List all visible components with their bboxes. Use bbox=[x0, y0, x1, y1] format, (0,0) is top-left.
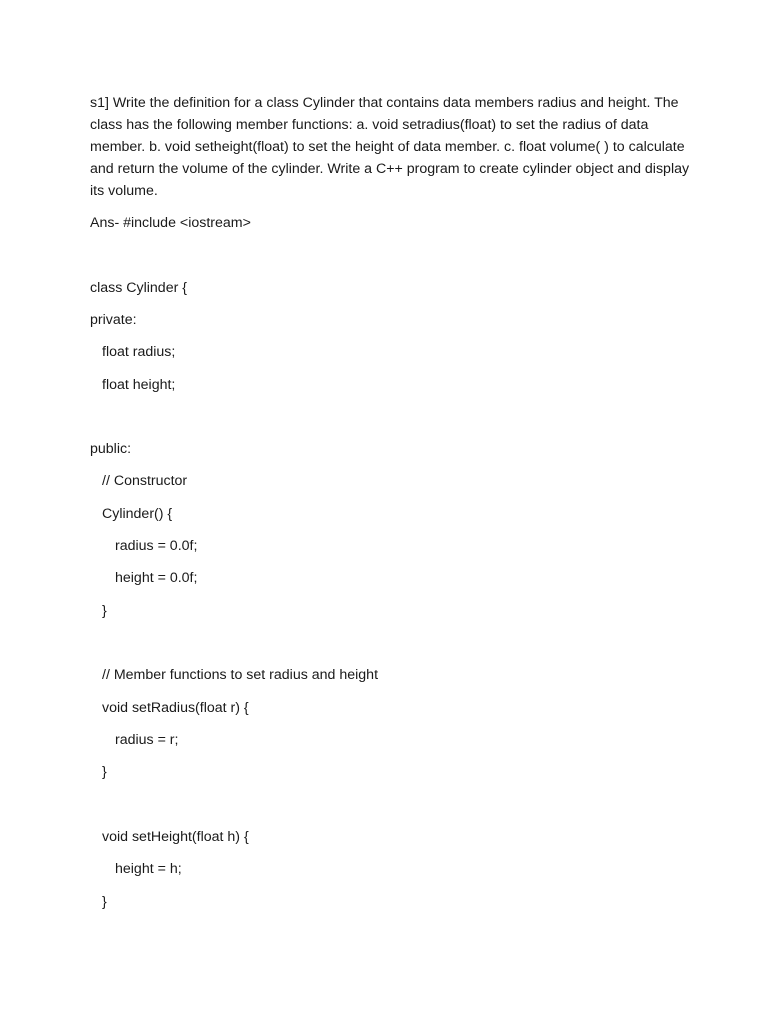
answer-intro: Ans- #include <iostream> bbox=[90, 215, 251, 231]
code-setradius-body: radius = r; bbox=[115, 732, 179, 748]
code-member-height: float height; bbox=[102, 377, 176, 393]
code-constructor-open: Cylinder() { bbox=[102, 506, 173, 522]
code-init-height: height = 0.0f; bbox=[115, 570, 198, 586]
code-setheight-open: void setHeight(float h) { bbox=[102, 829, 249, 845]
question-text: s1] Write the definition for a class Cylinder that contains data members radius and height. The class has the following member functions: a. void setradius(float) to set the radius of data member. b. void setheight(float) to set the height of data member. c. float volume( ) to calculate and return the volume of the cylinder. Write a C++ program to create cylinder object and display its volume. bbox=[90, 95, 690, 199]
code-comment-constructor: // Constructor bbox=[102, 473, 188, 489]
code-private-label: private: bbox=[90, 312, 137, 328]
code-setheight-body: height = h; bbox=[115, 861, 182, 877]
code-member-radius: float radius; bbox=[102, 344, 176, 360]
code-comment-setters: // Member functions to set radius and height bbox=[102, 667, 379, 683]
code-setradius-open: void setRadius(float r) { bbox=[102, 700, 249, 716]
code-init-radius: radius = 0.0f; bbox=[115, 538, 198, 554]
code-public-label: public: bbox=[90, 441, 132, 457]
code-setheight-close: } bbox=[102, 894, 107, 910]
code-constructor-close: } bbox=[102, 603, 107, 619]
code-setradius-close: } bbox=[102, 764, 107, 780]
code-class-open: class Cylinder { bbox=[90, 280, 187, 296]
